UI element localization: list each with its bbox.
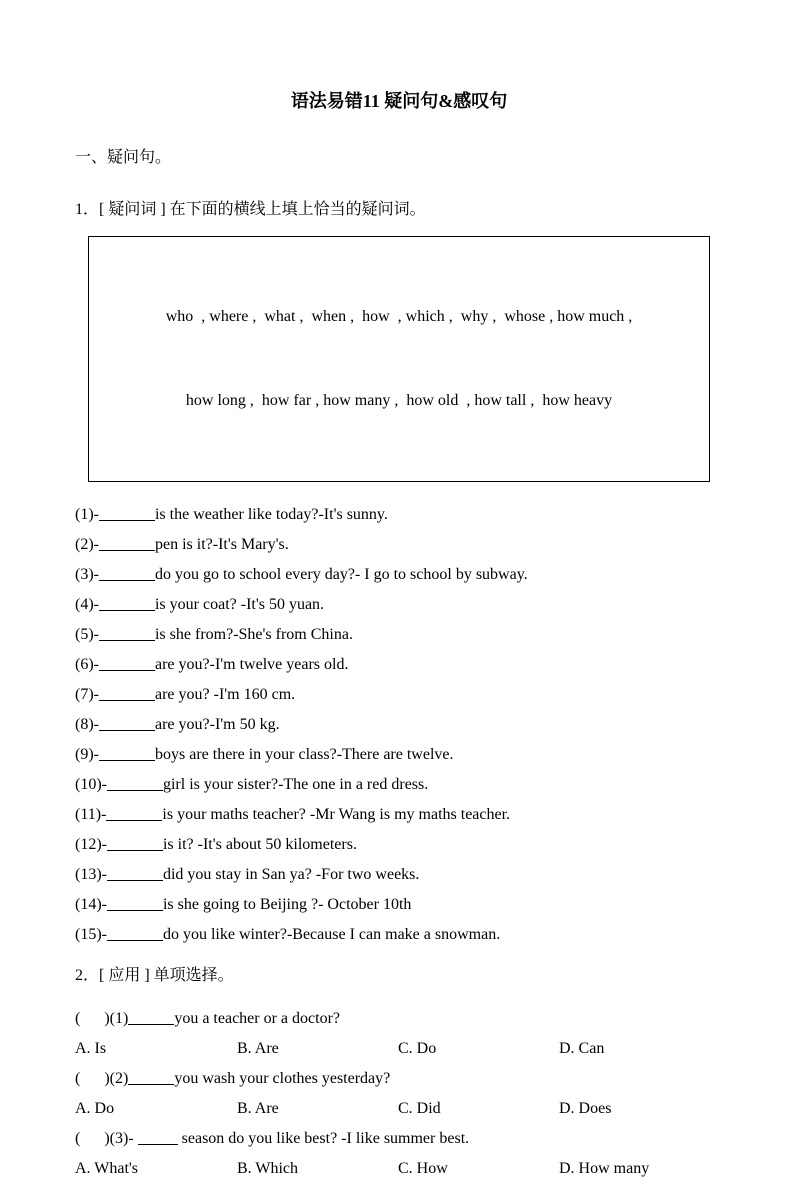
item-text: is it? -It's about 50 kilometers. xyxy=(162,836,357,853)
word-bank-box xyxy=(88,236,710,482)
word-bank-line-1: who , where , what , when , how , which , why , whose , how much , xyxy=(165,308,633,325)
item-number: (8)- xyxy=(75,716,99,733)
answer-blank xyxy=(99,536,155,551)
mc-options-row xyxy=(75,1034,723,1064)
fill-item xyxy=(75,800,723,830)
mc-options-row xyxy=(75,1094,723,1124)
item-number: (15)- xyxy=(75,926,107,943)
item-number: (12)- xyxy=(75,836,107,853)
mc-option-c: C. Do xyxy=(398,1040,437,1057)
fill-item xyxy=(75,680,723,710)
item-number: (3)- xyxy=(75,566,99,583)
fill-item xyxy=(75,920,723,950)
item-number: (10)- xyxy=(75,776,107,793)
mc-option-a: A. Is xyxy=(75,1040,107,1057)
item-text: are you? -I'm 160 cm. xyxy=(154,686,296,703)
answer-blank xyxy=(128,1070,174,1085)
item-number: (9)- xyxy=(75,746,99,763)
answer-blank xyxy=(138,1130,178,1145)
answer-blank xyxy=(107,866,163,881)
fill-item xyxy=(75,500,723,530)
fill-item xyxy=(75,620,723,650)
mc-option-b: B. Are xyxy=(237,1100,279,1117)
answer-blank xyxy=(99,596,155,611)
answer-blank xyxy=(107,776,163,791)
item-number: (14)- xyxy=(75,896,107,913)
answer-blank xyxy=(106,806,162,821)
item-text: do you like winter?-Because I can make a snowman. xyxy=(162,926,501,943)
item-text: is your coat? -It's 50 yuan. xyxy=(154,596,325,613)
answer-blank xyxy=(107,836,163,851)
fill-item xyxy=(75,710,723,740)
fill-item xyxy=(75,530,723,560)
fill-item xyxy=(75,860,723,890)
answer-blank xyxy=(107,926,163,941)
item-text: are you?-I'm twelve years old. xyxy=(154,656,349,673)
mc-stem-line xyxy=(75,1124,723,1154)
item-number: (13)- xyxy=(75,866,107,883)
answer-blank xyxy=(99,626,155,641)
answer-blank xyxy=(99,686,155,701)
mc-option-d: D. How many xyxy=(559,1160,650,1177)
mc-stem-line xyxy=(75,1004,723,1034)
mc-option-b: B. Which xyxy=(237,1160,299,1177)
page-title: 语法易错11 疑问句&感叹句 xyxy=(290,91,508,111)
mc-stem: you a teacher or a doctor? xyxy=(174,1010,340,1027)
fill-item xyxy=(75,560,723,590)
task1-heading: 1．[ 疑问词 ] 在下面的横线上填上恰当的疑问词。 xyxy=(75,201,426,218)
mc-option-c: C. How xyxy=(398,1160,448,1177)
item-text: are you?-I'm 50 kg. xyxy=(154,716,280,733)
item-number: (4)- xyxy=(75,596,99,613)
fill-item xyxy=(75,890,723,920)
mc-option-c: C. Did xyxy=(398,1100,441,1117)
mc-question xyxy=(75,1124,723,1184)
mc-option-d: D. Does xyxy=(559,1100,612,1117)
multiple-choice-list xyxy=(75,1004,723,1184)
item-text: did you stay in San ya? -For two weeks. xyxy=(162,866,420,883)
item-text: girl is your sister?-The one in a red dress. xyxy=(162,776,429,793)
mc-lead: ( )(2) xyxy=(75,1070,129,1087)
item-text: is she from?-She's from China. xyxy=(154,626,353,643)
mc-question xyxy=(75,1004,723,1064)
item-text: pen is it?-It's Mary's. xyxy=(154,536,289,553)
answer-blank xyxy=(107,896,163,911)
answer-blank xyxy=(99,506,155,521)
answer-blank xyxy=(99,656,155,671)
answer-blank xyxy=(128,1010,174,1025)
mc-option-a: A. What's xyxy=(75,1160,139,1177)
fill-item xyxy=(75,740,723,770)
item-text: is your maths teacher? -Mr Wang is my maths teacher. xyxy=(162,806,511,823)
item-text: is she going to Beijing ?- October 10th xyxy=(162,896,412,913)
mc-question xyxy=(75,1064,723,1124)
fill-item xyxy=(75,650,723,680)
mc-stem: you wash your clothes yesterday? xyxy=(174,1070,391,1087)
item-text: is the weather like today?-It's sunny. xyxy=(154,506,388,523)
answer-blank xyxy=(99,746,155,761)
answer-blank xyxy=(99,566,155,581)
mc-option-a: A. Do xyxy=(75,1100,115,1117)
fill-item xyxy=(75,830,723,860)
mc-stem-line xyxy=(75,1064,723,1094)
item-number: (1)- xyxy=(75,506,99,523)
item-number: (2)- xyxy=(75,536,99,553)
mc-stem: season do you like best? -I like summer best. xyxy=(177,1130,470,1147)
section-heading-questions: 一、疑问句。 xyxy=(75,149,172,166)
mc-option-d: D. Can xyxy=(559,1040,605,1057)
fill-item xyxy=(75,770,723,800)
answer-blank xyxy=(99,716,155,731)
mc-lead: ( )(3)- xyxy=(75,1130,138,1147)
item-number: (11)- xyxy=(75,806,107,823)
fill-blank-list xyxy=(75,500,723,950)
item-text: boys are there in your class?-There are twelve. xyxy=(154,746,454,763)
mc-option-b: B. Are xyxy=(237,1040,279,1057)
item-number: (7)- xyxy=(75,686,99,703)
task2-heading: 2．[ 应用 ] 单项选择。 xyxy=(75,967,234,984)
item-number: (6)- xyxy=(75,656,99,673)
item-text: do you go to school every day?- I go to school by subway. xyxy=(154,566,528,583)
mc-lead: ( )(1) xyxy=(75,1010,129,1027)
fill-item xyxy=(75,590,723,620)
word-bank-line-2: how long , how far , how many , how old , how tall , how heavy xyxy=(185,392,613,409)
mc-options-row xyxy=(75,1154,723,1184)
item-number: (5)- xyxy=(75,626,99,643)
